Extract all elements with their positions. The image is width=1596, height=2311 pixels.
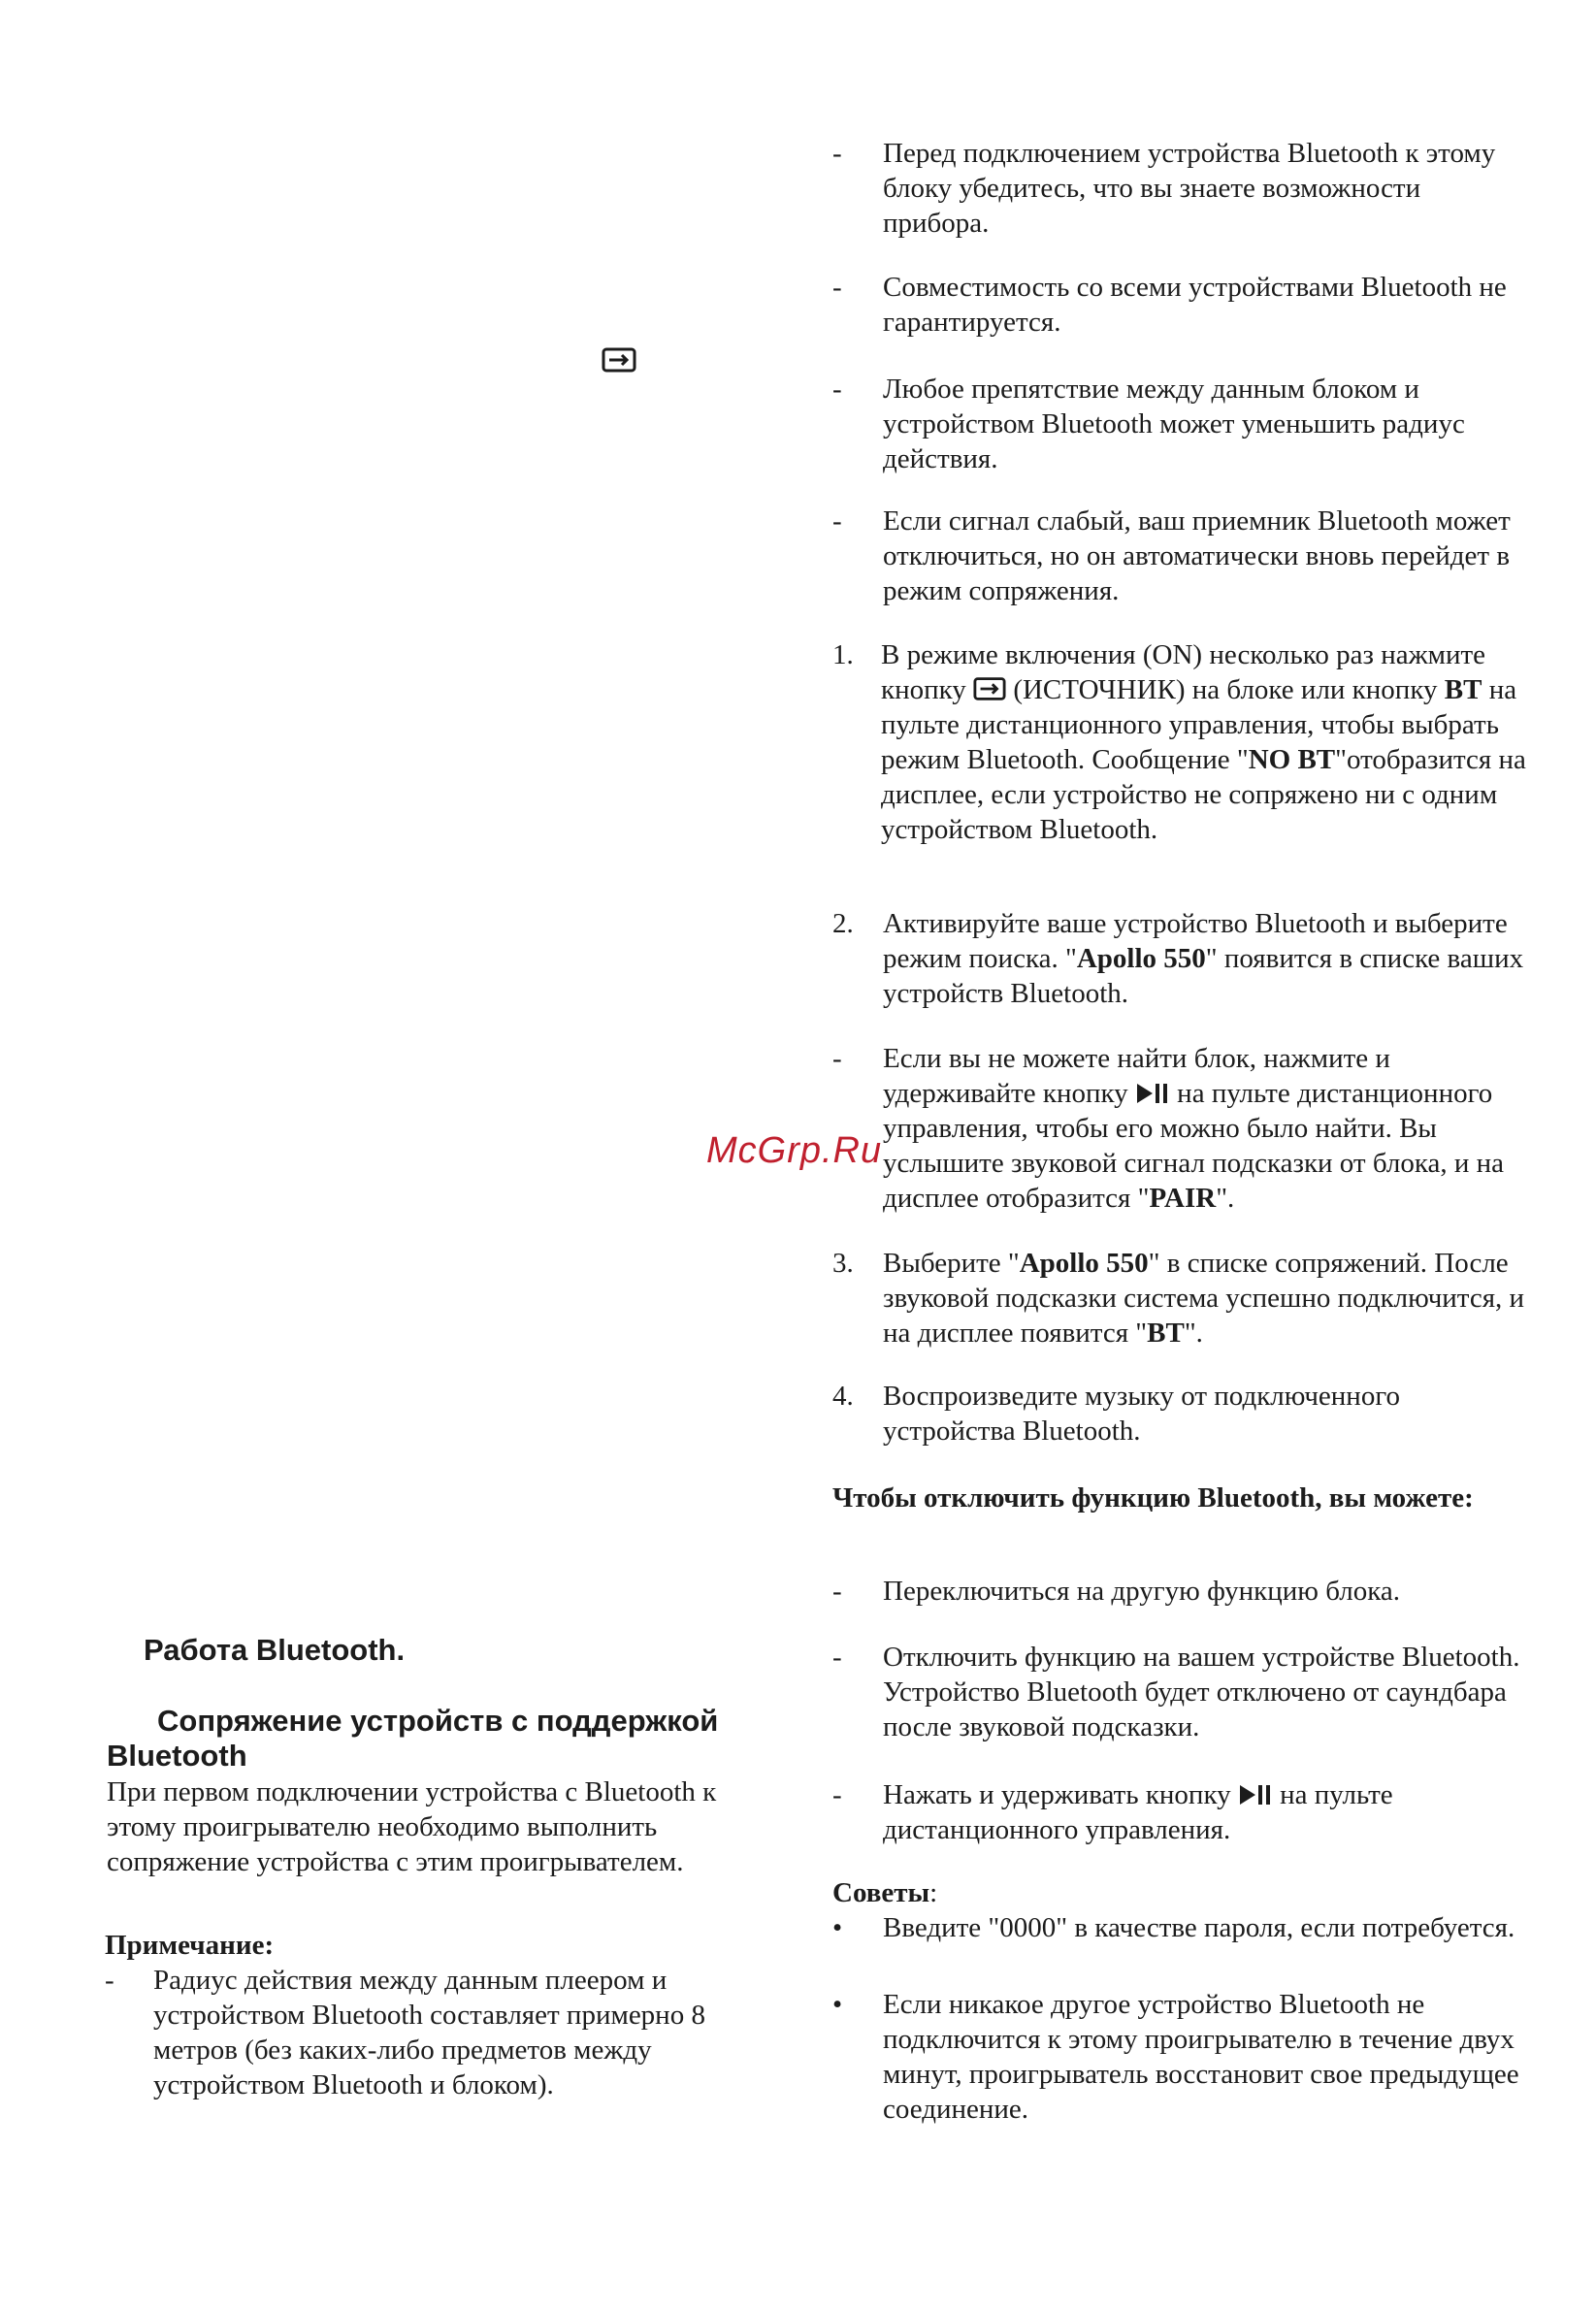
- bullet-text: Любое препятствие между данным блоком и устройством Bluetooth может уменьшить радиус действия.: [883, 374, 1465, 474]
- bullet-text: Если сигнал слабый, ваш приемник Bluetooth может отключиться, но он автоматически вновь перейдет в режим сопряжения.: [883, 505, 1511, 606]
- note-title: Примечание:: [105, 1930, 275, 1961]
- watermark: McGrp.Ru: [706, 1130, 883, 1171]
- section-title: Работа Bluetooth.: [144, 1633, 406, 1667]
- bullet-marker: •: [832, 1912, 843, 1943]
- step-text: на пульте дистанционного управления.: [883, 1779, 1393, 1845]
- step-text: В режиме включения (ON) несколько раз нажмите кнопку: [881, 639, 1486, 705]
- bullet-marker: -: [832, 374, 842, 405]
- note-marker: -: [105, 1965, 114, 1996]
- bold-term: BT: [1147, 1318, 1185, 1349]
- step-3: [832, 1246, 1531, 1351]
- step-text: ".: [1216, 1183, 1235, 1214]
- bullet-marker: -: [832, 1043, 842, 1074]
- tips-title: [832, 1875, 937, 1910]
- bold-term: Apollo 550: [1019, 1248, 1149, 1279]
- bold-term: NO BT: [1248, 744, 1336, 775]
- bullet-text: Если никакое другое устройство Bluetooth не подключится к этому проигрывателю в течение двух минут, проигрыватель восстановит свое предыдущее соединение.: [883, 1989, 1519, 2125]
- note-text: Радиус действия между данным плеером и устройством Bluetooth составляет примерно 8 метров (без каких-либо предметов между устройством Bluetooth и блоком).: [153, 1965, 705, 2100]
- step-text: Выберите ": [883, 1248, 1020, 1279]
- tips-title-text: Советы: [832, 1877, 930, 1908]
- list-item: [832, 1574, 1531, 1609]
- step-1: [832, 637, 1531, 847]
- list-item: [832, 1777, 1531, 1847]
- step-text: на пульте дистанционного управления, чтобы его можно было найти. Вы услышите звуковой сигнал подсказки от блока, и на дисплее отобразится ": [883, 1078, 1505, 1214]
- step-text: "отобразится на дисплее, если устройство не сопряжено ни с одним устройством Bluetooth.: [881, 744, 1526, 845]
- step-text: " в списке сопряжений. После звуковой подсказки система успешно подключится, и на дисплее появится ": [883, 1248, 1525, 1349]
- bullet-text: Совместимость со всеми устройствами Bluetooth не гарантируется.: [883, 272, 1507, 338]
- step-number: 3.: [832, 1248, 854, 1279]
- play-pause-icon: [1135, 1082, 1170, 1105]
- list-item: [832, 504, 1531, 608]
- list-item: [832, 1640, 1531, 1744]
- step-text: Активируйте ваше устройство Bluetooth и выберите режим поиска. ": [883, 908, 1508, 974]
- bold-term: PAIR: [1149, 1183, 1217, 1214]
- step-text: (ИСТОЧНИК) на блоке или кнопку: [1013, 674, 1438, 705]
- bullet-text: Перед подключением устройства Bluetooth к этому блоку убедитесь, что вы знаете возможности прибора.: [883, 138, 1496, 239]
- bullet-text: Введите "0000" в качестве пароля, если потребуется.: [883, 1912, 1515, 1943]
- step-text: на пульте дистанционного управления, чтобы выбрать режим Bluetooth. Сообщение ": [881, 674, 1517, 775]
- source-input-icon: [973, 676, 1006, 701]
- intro-paragraph: При первом подключении устройства с Bluetooth к этому проигрывателю необходимо выполнить сопряжение устройства с этим проигрывателем.: [107, 1776, 717, 1877]
- bullet-marker: -: [832, 1642, 842, 1673]
- list-item: [832, 372, 1531, 476]
- step-number: 4.: [832, 1381, 854, 1412]
- bullet-marker: •: [832, 1989, 843, 2020]
- list-item: [832, 136, 1531, 241]
- step-number: 2.: [832, 908, 854, 939]
- play-pause-icon: [1238, 1783, 1273, 1806]
- step-number: 1.: [832, 639, 854, 670]
- step-text: " появится в списке ваших устройств Bluetooth.: [883, 943, 1524, 1009]
- list-item: [832, 1987, 1531, 2127]
- disable-heading: Чтобы отключить функцию Bluetooth, вы можете:: [832, 1482, 1474, 1514]
- bullet-marker: -: [832, 138, 842, 169]
- step-text: Воспроизведите музыку от подключенного устройства Bluetooth.: [883, 1381, 1401, 1447]
- tips-colon: :: [929, 1877, 938, 1908]
- source-input-icon: [602, 347, 636, 373]
- bullet-marker: -: [832, 272, 842, 303]
- list-item: [832, 1041, 1531, 1216]
- subsection-title: Сопряжение устройств с поддержкой Bluetooth: [107, 1704, 719, 1773]
- list-item: [832, 270, 1531, 340]
- bullet-marker: -: [832, 1779, 842, 1810]
- bullet-marker: -: [832, 505, 842, 537]
- step-text: Нажать и удерживать кнопку: [883, 1779, 1231, 1810]
- list-item: [832, 1910, 1531, 1945]
- bullet-marker: -: [832, 1576, 842, 1607]
- step-4: [832, 1379, 1531, 1448]
- step-2: [832, 906, 1531, 1011]
- bold-term: BT: [1444, 674, 1482, 705]
- step-text: ".: [1184, 1318, 1203, 1349]
- bullet-text: Переключиться на другую функцию блока.: [883, 1576, 1401, 1607]
- bullet-text: Отключить функцию на вашем устройстве Bluetooth. Устройство Bluetooth будет отключено от саундбара после звуковой подсказки.: [883, 1642, 1520, 1742]
- bold-term: Apollo 550: [1076, 943, 1206, 974]
- step-text: Если вы не можете найти блок, нажмите и удерживайте кнопку: [883, 1043, 1390, 1109]
